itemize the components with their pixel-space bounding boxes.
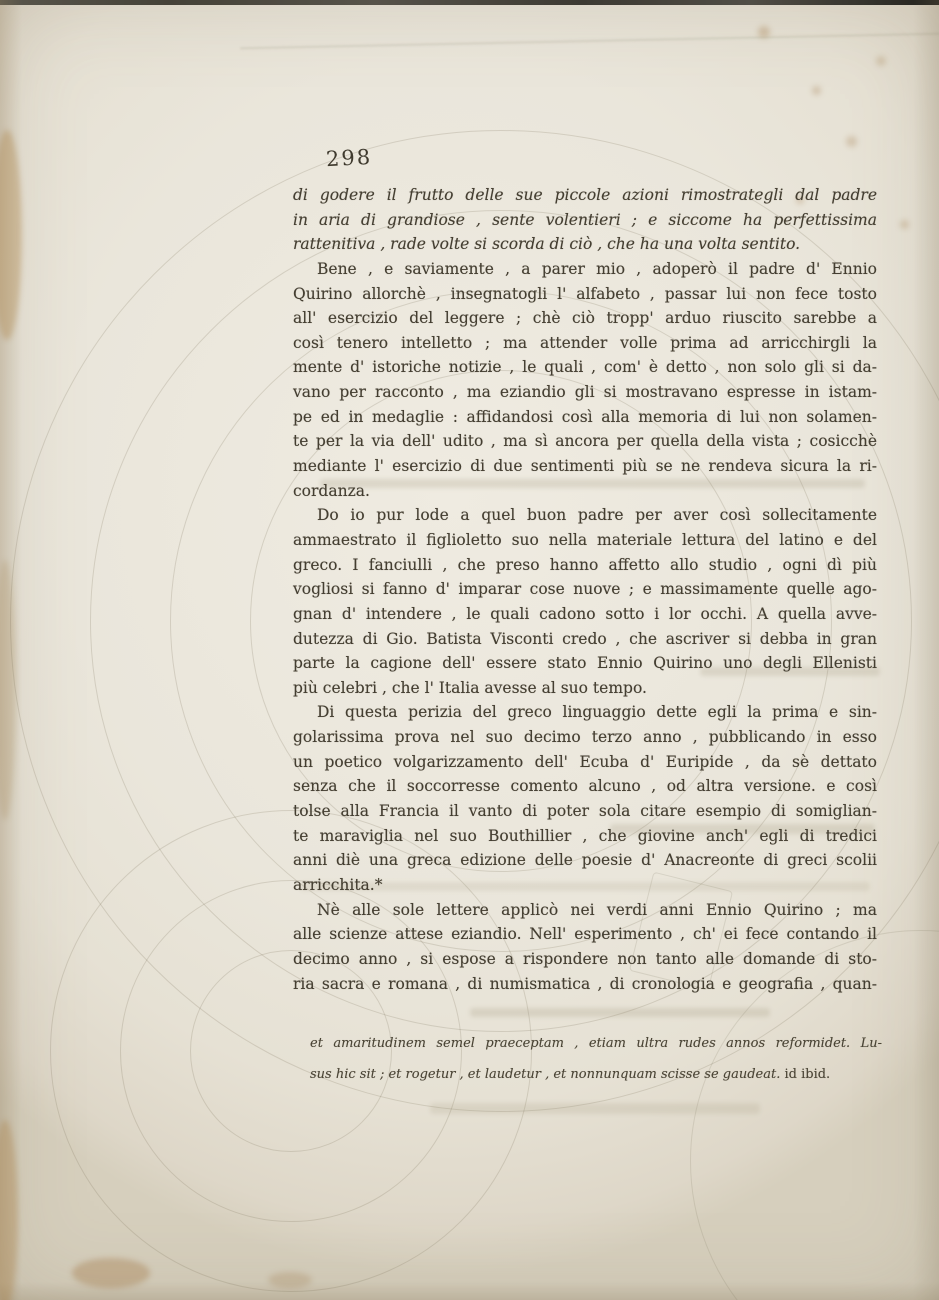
footnote-citation: id ibid. bbox=[780, 1067, 831, 1082]
footnote-latin-text: sus hic sit ; et rogetur , et laudetur , et nonnunquam scisse se gaudeat. bbox=[310, 1067, 781, 1082]
text-line: dutezza di Gio. Batista Visconti credo , che ascriver si debba in gran bbox=[293, 629, 877, 648]
text-line: Do io pur lode a quel buon padre per aver così sollecitamente bbox=[317, 506, 877, 525]
text-line: tolse alla Francia il vanto di poter sola citare esempio di somiglian- bbox=[293, 802, 877, 821]
page-number: 298 bbox=[325, 144, 373, 172]
opening-italic-paragraph bbox=[293, 183, 877, 257]
paragraph-do-io-pur-lode bbox=[293, 503, 877, 700]
text-line: decimo anno , si espose a rispondere non tanto alle domande di sto- bbox=[293, 949, 877, 968]
text-line: greco. I fanciulli , che preso hanno affetto allo studio , ogni dì più bbox=[293, 555, 877, 574]
text-line: all' esercizio del leggere ; chè ciò tropp' arduo riuscito sarebbe a bbox=[293, 309, 877, 328]
text-line: di godere il frutto delle sue piccole azioni rimostrategli dal padre bbox=[293, 186, 877, 204]
text-line: pe ed in medaglie : affidandosi così alla memoria di lui non solamen- bbox=[293, 407, 877, 426]
text-line: Di questa perizia del greco linguaggio dette egli la prima e sin- bbox=[317, 703, 877, 722]
paper-freckle bbox=[758, 26, 770, 38]
ink-bleed-ghost bbox=[430, 1103, 760, 1114]
text-line: ria sacra e romana , di numismatica , di cronologia e geografia , quan- bbox=[293, 974, 877, 993]
paper-freckle bbox=[846, 136, 857, 147]
paragraph-bene-e-saviamente bbox=[293, 257, 877, 503]
paper-crease bbox=[240, 33, 939, 50]
text-line: Bene , e saviamente , a parer mio , adoperò il padre d' Ennio bbox=[317, 259, 877, 278]
paragraph-di-questa-perizia bbox=[293, 700, 877, 897]
footnote bbox=[310, 1028, 882, 1090]
text-line: te per la via dell' udito , ma sì ancora per quella della vista ; cosicchè bbox=[293, 432, 877, 451]
text-line: mente d' istoriche notizie , le quali , com' è detto , non solo gli si da- bbox=[293, 358, 877, 377]
text-line: golarissima prova nel suo decimo terzo anno , pubblicando in esso bbox=[293, 728, 877, 747]
text-line: Nè alle sole lettere applicò nei verdi anni Ennio Quirino ; ma bbox=[317, 900, 877, 919]
paper-stain bbox=[72, 1258, 150, 1288]
footnote-line: et amaritudinem semel praeceptam , etiam ultra rudes annos reformidet. Lu- bbox=[310, 1036, 882, 1051]
text-line: alle scienze attese eziandio. Nell' esperimento , ch' ei fece contando il bbox=[293, 925, 877, 944]
text-line: senza che il soccorresse comento alcuno , od altra versione. e così bbox=[293, 777, 877, 796]
text-line: così tenero intelletto ; ma attender volle prima ad arricchirgli la bbox=[293, 333, 877, 352]
main-text-block bbox=[293, 183, 877, 996]
text-line: anni diè una greca edizione delle poesie d' Anacreonte di greci scolii bbox=[293, 851, 877, 870]
paragraph-ne-alle-sole-lettere bbox=[293, 898, 877, 997]
text-line: cordanza. bbox=[293, 481, 370, 500]
text-line: Quirino allorchè , insegnatogli l' alfabeto , passar lui non fece tosto bbox=[293, 284, 877, 303]
text-line: mediante l' esercizio di due sentimenti più se ne rendeva sicura la ri- bbox=[293, 457, 877, 476]
paper-freckle bbox=[812, 86, 821, 95]
text-line: vano per racconto , ma eziandio gli si mostravano espresse in istam- bbox=[293, 383, 877, 402]
text-line: un poetico volgarizzamento dell' Ecuba d' Euripide , da sè dettato bbox=[293, 752, 877, 771]
text-line: te maraviglia nel suo Bouthillier , che giovine anch' egli di tredici bbox=[293, 826, 877, 845]
paper-freckle bbox=[876, 56, 886, 66]
text-line: gnan d' intendere , le quali cadono sotto i lor occhi. A quella avve- bbox=[293, 604, 877, 623]
text-line: vogliosi si fanno d' imparar cose nuove ; e massimamente quelle ago- bbox=[293, 580, 877, 599]
text-line: più celebri , che l' Italia avesse al suo tempo. bbox=[293, 678, 647, 697]
text-line: ammaestrato il figlioletto suo nella materiale lettura del latino e del bbox=[293, 530, 877, 549]
paper-freckle bbox=[900, 220, 909, 229]
text-line: arricchita.* bbox=[293, 875, 383, 894]
text-line: rattenitiva , rade volte si scorda di ciò , che ha una volta sentito. bbox=[293, 235, 801, 254]
footnote-line bbox=[310, 1059, 882, 1090]
ink-bleed-ghost bbox=[470, 1008, 770, 1017]
scan-edge-top bbox=[0, 0, 939, 5]
text-line: in aria di grandiose , sente volentieri ; e siccome ha perfettissima bbox=[293, 210, 877, 229]
text-line: parte la cagione dell' essere stato Ennio Quirino uno degli Ellenisti bbox=[293, 654, 877, 673]
